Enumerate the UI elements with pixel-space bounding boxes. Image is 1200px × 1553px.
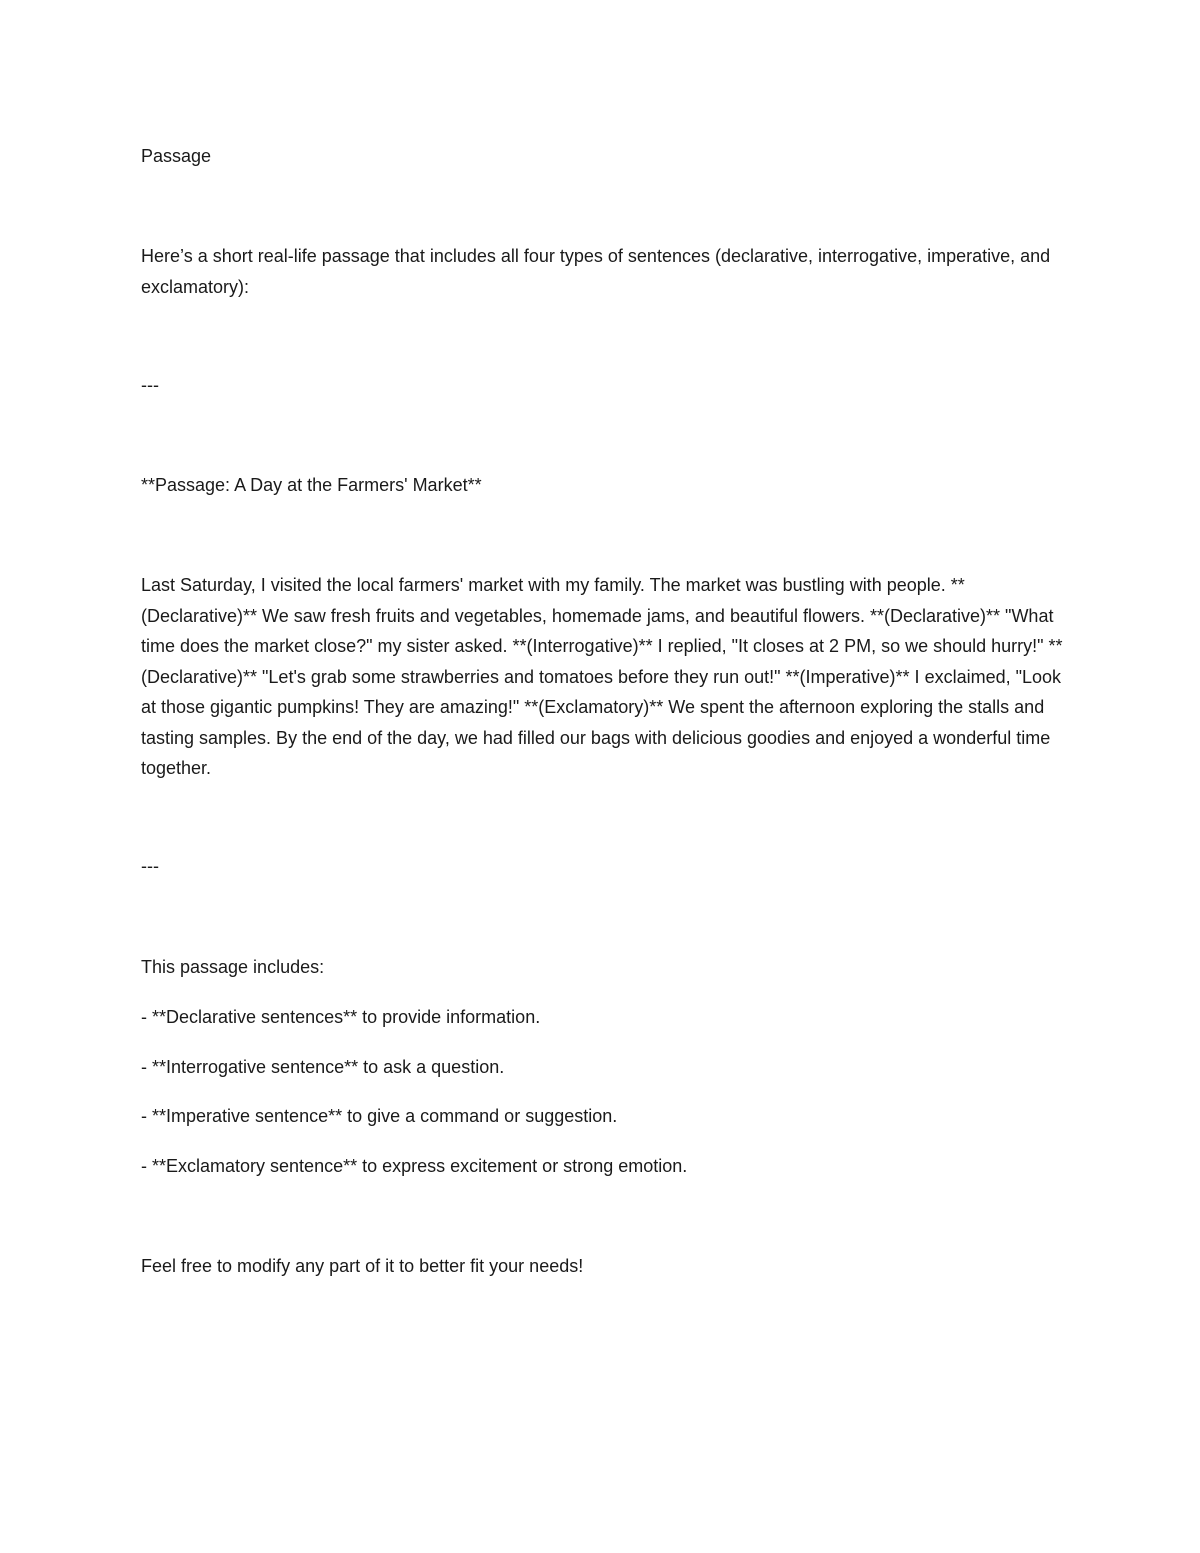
passage-body: Last Saturday, I visited the local farmers' market with my family. The market was bustling with people. **(Declarative)** We saw fresh fruits and vegetables, homemade jams, and beautiful flowers. **(Declarative)** "What time does the market close?" my sister asked. **(Interrogative)** I replied, "It closes at 2 PM, so we should hurry!" **(Declarative)** "Let's grab some strawberries and tomatoes before they run out!" **(Imperative)** I exclaimed, "Look at those gigantic pumpkins! They are amazing!" **(Exclamatory)** We spent the afternoon exploring the stalls and tasting samples. By the end of the day, we had filled our bags with delicious goodies and enjoyed a wonderful time together. [141, 575, 1063, 778]
separator-top: --- [141, 375, 159, 395]
list-item-imperative: - **Imperative sentence** to give a command or suggestion. [141, 1106, 618, 1126]
closing-paragraph: Feel free to modify any part of it to better fit your needs! [141, 1256, 584, 1276]
includes-label: This passage includes: [141, 957, 325, 977]
list-item-declarative: - **Declarative sentences** to provide information. [141, 1007, 541, 1027]
list-item-exclamatory: - **Exclamatory sentence** to express excitement or strong emotion. [141, 1156, 688, 1176]
intro-paragraph: Here’s a short real-life passage that includes all four types of sentences (declarative, interrogative, imperative, and exclamatory): [141, 246, 1051, 297]
document-heading: Passage [141, 146, 212, 166]
separator-bottom: --- [141, 856, 159, 876]
passage-title: **Passage: A Day at the Farmers' Market** [141, 475, 482, 495]
list-item-interrogative: - **Interrogative sentence** to ask a question. [141, 1057, 505, 1077]
